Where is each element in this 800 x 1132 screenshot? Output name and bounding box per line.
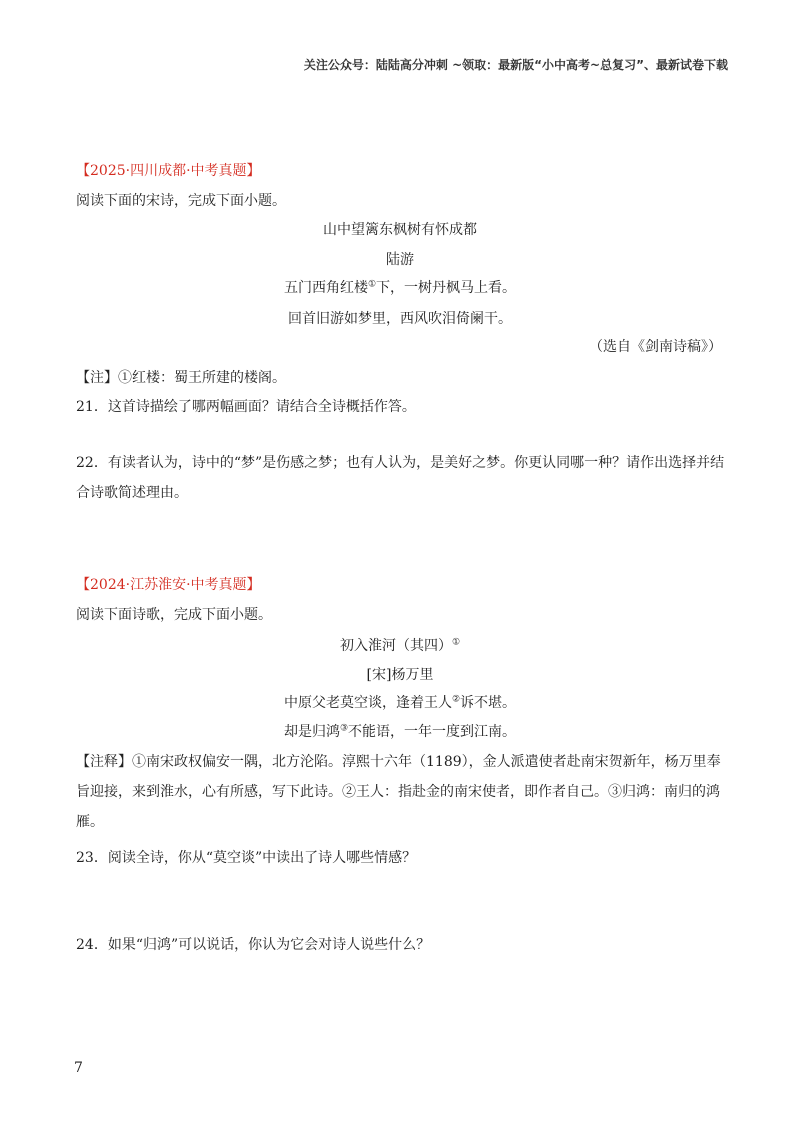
section1-note: 【注】①红楼：蜀王所建的楼阁。 xyxy=(76,370,286,386)
poem1-author: 陆游 xyxy=(386,252,414,268)
poem2-line2-part-b: 不能语，一年一度到江南。 xyxy=(348,724,517,740)
poem1-citation: （选自《剑南诗稿》） xyxy=(589,339,722,355)
poem2-author: [宋]杨万里 xyxy=(366,667,434,683)
poem2-line1 xyxy=(0,692,800,712)
section1-source-tag: 【2025·四川成都·中考真题】 xyxy=(76,163,261,179)
poem1-title: 山中望篱东枫树有怀成都 xyxy=(323,222,477,238)
question-22: 22．有读者认为，诗中的“梦”是伤感之梦；也有人认为，是美好之梦。你更认同哪一种？请作出选择并结合诗歌简述理由。 xyxy=(76,455,725,501)
section1-instruction: 阅读下面的宋诗，完成下面小题。 xyxy=(76,193,286,209)
question-24: 24．如果“归鸿”可以说话，你认为它会对诗人说些什么？ xyxy=(76,937,431,953)
question-21: 21．这首诗描绘了哪两幅画面？请结合全诗概括作答。 xyxy=(76,399,416,415)
footnote-marker: ① xyxy=(451,637,461,648)
poem1-line1-part-b: 下，一树丹枫马上看。 xyxy=(376,280,517,296)
question-23: 23．阅读全诗，你从“莫空谈”中读出了诗人哪些情感？ xyxy=(76,850,417,866)
poem2-line1-part-a: 中原父老莫空谈，逢着王人 xyxy=(283,695,452,711)
page-number: 7 xyxy=(74,1060,83,1076)
section2-source-tag: 【2024·江苏淮安·中考真题】 xyxy=(76,577,261,593)
section2-instruction: 阅读下面诗歌，完成下面小题。 xyxy=(76,607,272,623)
poem2-title-text: 初入淮河（其四） xyxy=(339,638,452,654)
footnote-marker: ① xyxy=(367,279,377,290)
poem1-line1-part-a: 五门西角红楼 xyxy=(283,280,368,296)
poem1-line2: 回首旧游如梦里，西风吹泪倚阑干。 xyxy=(288,311,512,327)
poem2-title xyxy=(0,635,800,655)
poem1-line1 xyxy=(0,277,800,297)
poem2-line2-part-a: 却是归鸿 xyxy=(283,724,340,740)
poem2-line1-part-b: 诉不堪。 xyxy=(460,695,517,711)
header-note: 关注公众号：陆陆高分冲刺 ~领取：最新版“小中高考~总复习”、最新试卷下载 xyxy=(303,58,728,72)
footnote-marker: ② xyxy=(451,694,461,705)
section2-note: 【注释】①南宋政权偏安一隅，北方沦陷。淳熙十六年（1189），金人派遣使者赴南宋贺新年，杨万里奉旨迎接，来到淮水，心有所感，写下此诗。②王人：指赴金的南宋使者，即作者自己。③归鸿：南归的鸿雁。 xyxy=(76,754,721,830)
poem2-line2 xyxy=(0,721,800,741)
footnote-marker: ③ xyxy=(339,723,349,734)
